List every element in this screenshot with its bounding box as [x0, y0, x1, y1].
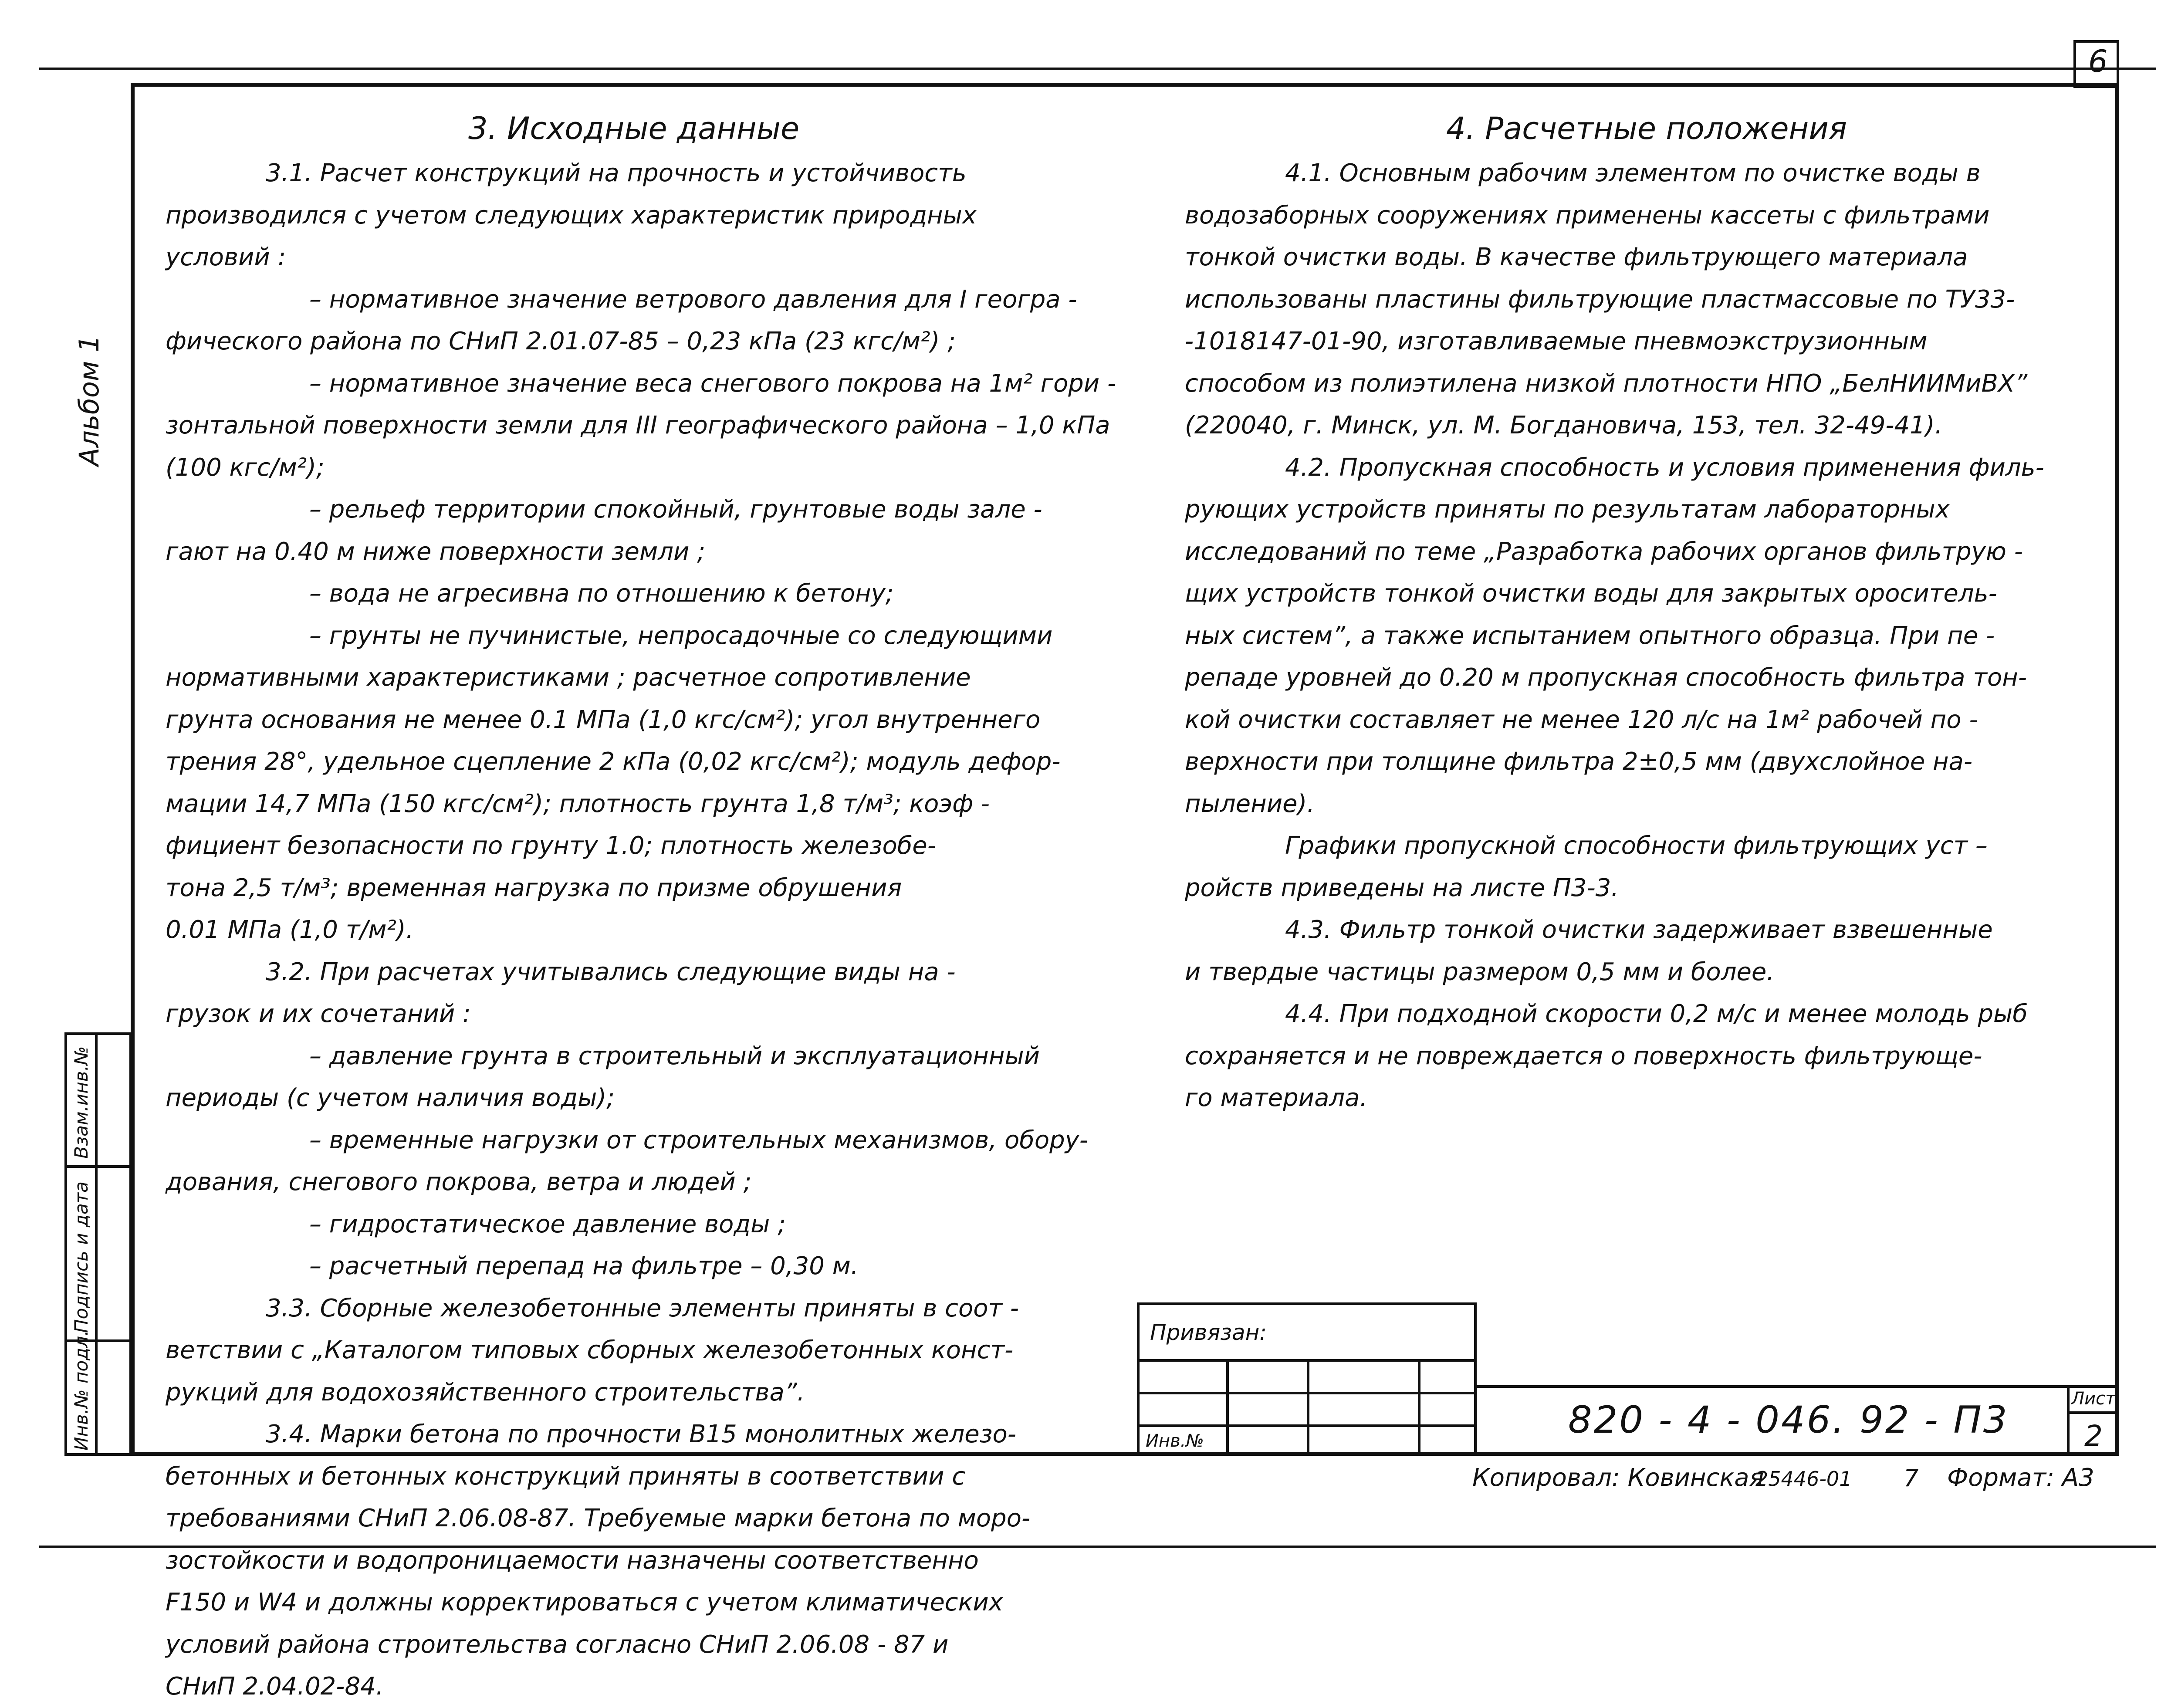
- left-line: рукций для водохозяйственного строительства”.: [166, 1378, 805, 1407]
- right-line: щих устройств тонкой очистки воды для закрытых ороситель-: [1185, 579, 1997, 608]
- left-line: трения 28°, удельное сцепление 2 кПа (0,02 кгс/см²); модуль дефор-: [166, 747, 1061, 776]
- left-line: – давление грунта в строительный и эксплуатационный: [309, 1042, 1040, 1070]
- right-line: Графики пропускной способности фильтрующих уст –: [1285, 832, 1988, 860]
- sheet-cell-left: [2067, 1385, 2070, 1456]
- section-3-heading: 3. Исходные данные: [468, 111, 800, 146]
- document-code: 820 - 4 - 046. 92 - П3: [1568, 1398, 2009, 1442]
- left-line: 3.1. Расчет конструкций на прочность и устойчивость: [266, 159, 967, 187]
- left-line: грузок и их сочетаний :: [166, 1000, 471, 1028]
- left-line: СНиП 2.04.02-84.: [166, 1672, 384, 1701]
- left-line: требованиями СНиП 2.06.08-87. Требуемые марки бетона по моро-: [166, 1504, 1031, 1532]
- left-line: 0.01 МПа (1,0 т/м²).: [166, 916, 414, 944]
- right-line: ных систем”, а также испытанием опытного образца. При пе -: [1185, 621, 1995, 650]
- right-line: (220040, г. Минск, ул. М. Богдановича, 153, тел. 32-49-41).: [1185, 411, 1943, 440]
- left-line: фициент безопасности по грунту 1.0; плотность железобе-: [166, 832, 936, 860]
- left-line: мации 14,7 МПа (150 кгс/см²); плотность грунта 1,8 т/м³; коэф -: [166, 789, 990, 818]
- right-line: тонкой очистки воды. В качестве фильтрующего материала: [1185, 243, 1968, 271]
- right-line: 4.2. Пропускная способность и условия применения филь-: [1285, 453, 2044, 482]
- left-line: – рельеф территории спокойный, грунтовые воды зале -: [309, 495, 1042, 524]
- sidebar-divider-vertical: [95, 1032, 98, 1456]
- left-line: периоды (с учетом наличия воды);: [166, 1084, 615, 1112]
- left-line: F150 и W4 и должны корректироваться с учетом климатических: [166, 1588, 1003, 1617]
- tied-label: Привязан:: [1150, 1320, 1267, 1345]
- left-line: тона 2,5 т/м³; временная нагрузка по призме обрушения: [166, 873, 902, 902]
- left-line: производился с учетом следующих характеристик природных: [166, 201, 977, 230]
- sidebar-field-sign: Подпись и дата: [71, 1181, 92, 1333]
- right-line: 4.4. При подходной скорости 0,2 м/с и менее молодь рыб: [1285, 1000, 2028, 1028]
- right-line: водозаборных сооружениях применены кассеты с фильтрами: [1185, 201, 1990, 230]
- right-line: верхности при толщине фильтра 2±0,5 мм (двухслойное на-: [1185, 747, 1973, 776]
- right-line: сохраняется и не повреждается о поверхность фильтрующе-: [1185, 1042, 1982, 1070]
- left-line: бетонных и бетонных конструкций приняты в соответствии с: [166, 1462, 966, 1491]
- left-line: – нормативное значение ветрового давления для I геогра -: [309, 285, 1077, 314]
- left-line: – вода не агресивна по отношению к бетону;: [309, 579, 894, 608]
- left-line: 3.4. Марки бетона по прочности В15 монолитных железо-: [266, 1420, 1016, 1448]
- sheet-number-box: [2073, 40, 2119, 88]
- left-line: нормативными характеристиками ; расчетное сопротивление: [166, 663, 971, 692]
- album-label: Альбом 1: [73, 335, 105, 466]
- section-4-column: [1185, 105, 2108, 1120]
- left-line: дования, снегового покрова, ветра и людей ;: [166, 1168, 752, 1196]
- tied-col-3: [1418, 1359, 1420, 1456]
- left-line: условий района строительства согласно СНиП 2.06.08 - 87 и: [166, 1630, 949, 1659]
- sheet-cell-divider: [2067, 1411, 2119, 1414]
- sheet-number-top: 6: [2088, 44, 2108, 79]
- right-line: -1018147-01-90, изготавливаемые пневмоэкструзионным: [1185, 327, 1928, 355]
- left-line: – нормативное значение веса снегового покрова на 1м² гори -: [309, 369, 1116, 398]
- left-line: – расчетный перепад на фильтре – 0,30 м.: [309, 1252, 859, 1280]
- section-3-column: [166, 105, 1116, 1708]
- left-line: фического района по СНиП 2.01.07-85 – 0,23 кПа (23 кгс/м²) ;: [166, 327, 956, 355]
- sidebar-field-inv: Инв.№ подл.: [71, 1330, 92, 1451]
- right-line: ройств приведены на листе П3-3.: [1185, 873, 1619, 902]
- tied-col-2: [1307, 1359, 1309, 1456]
- format-label: Формат: А3: [1947, 1464, 2094, 1492]
- left-line: зонтальной поверхности земли для III географического района – 1,0 кПа: [166, 411, 1110, 440]
- inv-label: Инв.№: [1146, 1431, 1204, 1451]
- left-line: ветствии с „Каталогом типовых сборных железобетонных конст-: [166, 1336, 1014, 1364]
- section-4-heading: 4. Расчетные положения: [1446, 111, 1847, 146]
- tied-col-1: [1226, 1359, 1229, 1456]
- sidebar-divider-2: [64, 1165, 132, 1168]
- right-line: и твердые частицы размером 0,5 мм и более.: [1185, 957, 1775, 986]
- sheet-label: Лист: [2071, 1389, 2116, 1409]
- right-line: 4.1. Основным рабочим элементом по очистке воды в: [1285, 159, 1981, 187]
- right-line: го материала.: [1185, 1084, 1368, 1112]
- left-line: – гидростатическое давление воды ;: [309, 1210, 786, 1238]
- right-line: исследований по теме „Разработка рабочих органов фильтрую -: [1185, 537, 2023, 566]
- left-line: 3.3. Сборные железобетонные элементы приняты в соот -: [266, 1294, 1019, 1322]
- sheet-top-edge: [39, 68, 2156, 70]
- sidebar-field-replace: Взам.инв.№: [71, 1046, 92, 1159]
- order-number: 25446-01: [1755, 1467, 1852, 1491]
- copy-number: 7: [1904, 1464, 1919, 1492]
- right-line: пыление).: [1185, 789, 1315, 818]
- copied-by: Копировал: Ковинская: [1472, 1464, 1764, 1492]
- left-line: гают на 0.40 м ниже поверхности земли ;: [166, 537, 706, 566]
- left-line: – временные нагрузки от строительных механизмов, обору-: [309, 1126, 1088, 1154]
- left-line: 3.2. При расчетах учитывались следующие виды на -: [266, 957, 956, 986]
- right-line: рующих устройств приняты по результатам лабораторных: [1185, 495, 1950, 524]
- left-line: грунта основания не менее 0.1 МПа (1,0 кгс/см²); угол внутреннего: [166, 705, 1041, 734]
- right-line: репаде уровней до 0.20 м пропускная способность фильтра тон-: [1185, 663, 2027, 692]
- right-line: кой очистки составляет не менее 120 л/с на 1м² рабочей по -: [1185, 705, 1978, 734]
- left-line: зостойкости и водопроницаемости назначены соответственно: [166, 1546, 979, 1575]
- right-line: использованы пластины фильтрующие пластмассовые по ТУ33-: [1185, 285, 2015, 314]
- right-line: 4.3. Фильтр тонкой очистки задерживает взвешенные: [1285, 916, 1993, 944]
- left-line: условий :: [166, 243, 286, 271]
- left-line: – грунты не пучинистые, непросадочные со следующими: [309, 621, 1053, 650]
- right-line: способом из полиэтилена низкой плотности НПО „БелНИИМиВХ”: [1185, 369, 2028, 398]
- sheet-value: 2: [2084, 1419, 2103, 1453]
- left-line: (100 кгс/м²);: [166, 453, 325, 482]
